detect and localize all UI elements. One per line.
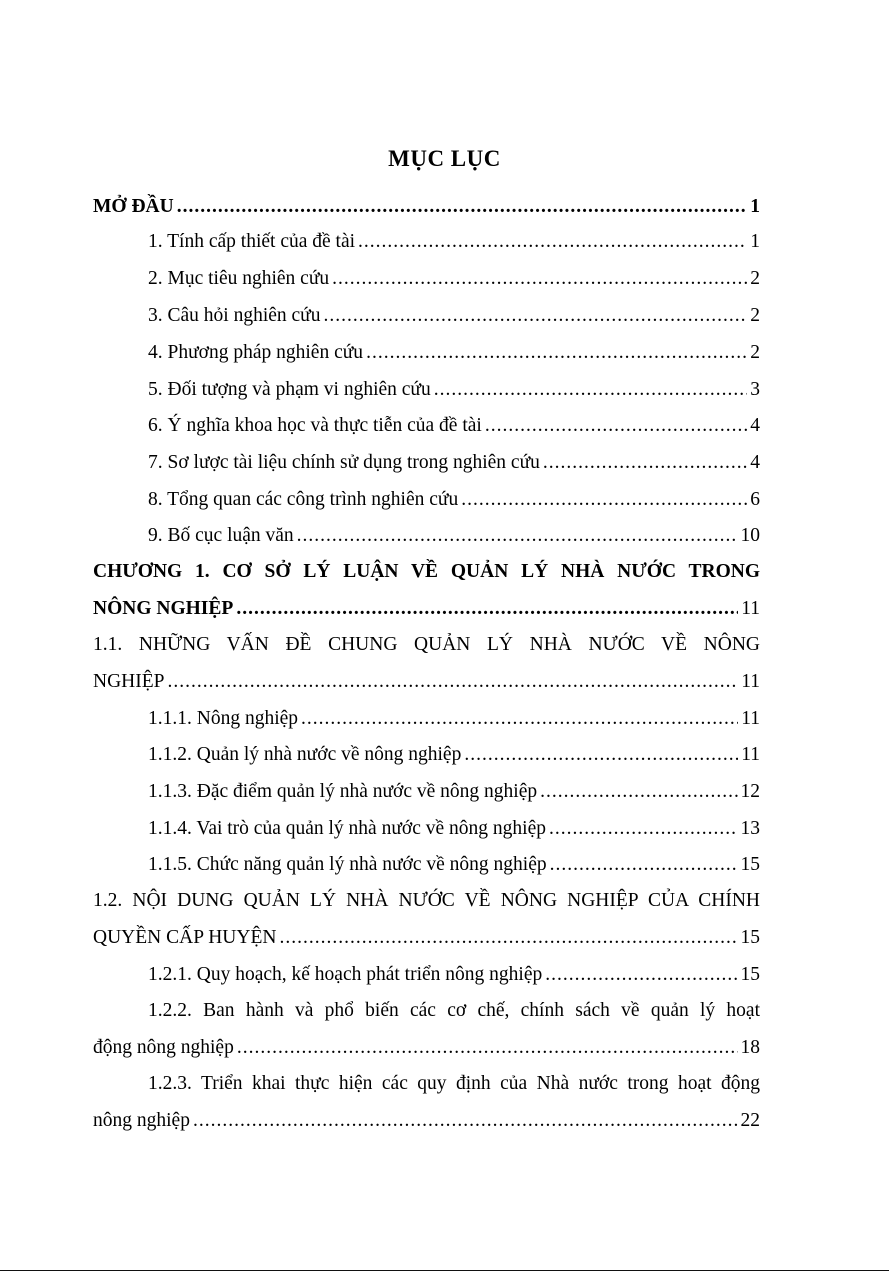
toc-page-number: 15 xyxy=(740,964,760,985)
toc-entry-1[interactable] xyxy=(148,229,760,254)
dot-leader xyxy=(461,487,747,512)
toc-entry-1-1[interactable] xyxy=(93,632,760,694)
dot-leader xyxy=(366,340,747,365)
dot-leader xyxy=(301,706,738,731)
toc-entry-text: 4. Phương pháp nghiên cứu xyxy=(148,342,364,363)
dot-leader xyxy=(485,413,747,438)
toc-page-number: 15 xyxy=(740,927,760,948)
toc-entry-1-2[interactable] xyxy=(93,888,760,950)
toc-entry-text: 1.1.2. Quản lý nhà nước về nông nghiệp xyxy=(148,744,462,765)
toc-entry-text: 1. Tính cấp thiết của đề tài xyxy=(148,231,356,252)
toc-entry-chuong-1[interactable] xyxy=(93,559,760,621)
dot-leader xyxy=(549,816,738,841)
toc-page-number: 4 xyxy=(750,415,760,436)
dot-leader xyxy=(545,962,737,987)
toc-entry-text: 2. Mục tiêu nghiên cứu xyxy=(148,268,330,289)
toc-entry-9[interactable] xyxy=(148,523,760,548)
toc-entry-text: QUYỀN CẤP HUYỆN xyxy=(93,927,277,948)
toc-entry-7[interactable] xyxy=(148,450,760,475)
dot-leader xyxy=(358,229,747,254)
toc-entry-1-2-3[interactable] xyxy=(93,1071,760,1133)
dot-leader xyxy=(237,1035,738,1060)
toc-entry-text: NÔNG NGHIỆP xyxy=(93,598,234,619)
dot-leader xyxy=(550,852,738,877)
toc-entry-heading-line: CHƯƠNG 1. CƠ SỞ LÝ LUẬN VỀ QUẢN LÝ NHÀ NƯỚC TRONG xyxy=(93,561,760,582)
toc-entry-8[interactable] xyxy=(148,487,760,512)
toc-entry-1-1-1[interactable] xyxy=(148,706,760,731)
toc-entry-text: 8. Tổng quan các công trình nghiên cứu xyxy=(148,489,459,510)
toc-page-number: 13 xyxy=(740,818,760,839)
toc-entry-1-2-1[interactable] xyxy=(148,962,760,987)
dot-leader xyxy=(279,925,737,950)
toc-entry-text: 5. Đối tượng và phạm vi nghiên cứu xyxy=(148,379,431,400)
toc-page-number: 11 xyxy=(741,671,760,692)
toc-entry-text: 1.1.4. Vai trò của quản lý nhà nước về nông nghiệp xyxy=(148,818,546,839)
toc-page-number: 1 xyxy=(750,231,760,252)
toc-entry-heading-line: 1.2.3. Triển khai thực hiện các quy định của Nhà nước trong hoạt động xyxy=(148,1073,760,1094)
dot-leader xyxy=(324,303,748,328)
toc-page-number: 15 xyxy=(740,854,760,875)
toc-entry-text: 3. Câu hỏi nghiên cứu xyxy=(148,305,321,326)
toc-entry-heading-line: 1.2.2. Ban hành và phổ biến các cơ chế, chính sách về quản lý hoạt xyxy=(148,1000,760,1021)
toc-page-number: 11 xyxy=(741,598,760,619)
toc-page-number: 10 xyxy=(740,525,760,546)
toc-entry-4[interactable] xyxy=(148,340,760,365)
toc-page-number: 22 xyxy=(740,1110,760,1131)
toc-entry-1-2-2[interactable] xyxy=(93,998,760,1060)
toc-entry-text: 1.1.3. Đặc điểm quản lý nhà nước về nông nghiệp xyxy=(148,781,538,802)
toc-page-number: 2 xyxy=(750,305,760,326)
toc-entry-text: 7. Sơ lược tài liệu chính sử dụng trong nghiên cứu xyxy=(148,452,540,473)
toc-page-number: 11 xyxy=(741,708,760,729)
toc-page-number: 12 xyxy=(740,781,760,802)
toc-title: MỤC LỤC xyxy=(388,146,501,171)
toc-page-number: 6 xyxy=(750,489,760,510)
toc-entry-text: 1.2.1. Quy hoạch, kế hoạch phát triển nông nghiệp xyxy=(148,964,543,985)
toc-page-number: 18 xyxy=(740,1037,760,1058)
dot-leader xyxy=(543,450,747,475)
toc-entry-heading-line: 1.2. NỘI DUNG QUẢN LÝ NHÀ NƯỚC VỀ NÔNG NGHIỆP CỦA CHÍNH xyxy=(93,890,760,911)
dot-leader xyxy=(168,669,739,694)
toc-page-number: 11 xyxy=(741,744,760,765)
toc-entry-heading-line: 1.1. NHỮNG VẤN ĐỀ CHUNG QUẢN LÝ NHÀ NƯỚC VỀ NÔNG xyxy=(93,634,760,655)
toc-entry-text: 1.1.5. Chức năng quản lý nhà nước về nông nghiệp xyxy=(148,854,547,875)
toc-entry-text: động nông nghiệp xyxy=(93,1037,234,1058)
toc-page-number: 2 xyxy=(750,342,760,363)
dot-leader xyxy=(540,779,737,804)
toc-entry-text: 6. Ý nghĩa khoa học và thực tiễn của đề tài xyxy=(148,415,482,436)
toc-page-number: 1 xyxy=(750,196,760,217)
dot-leader xyxy=(332,266,747,291)
toc-entry-text: MỞ ĐẦU xyxy=(93,196,174,217)
dot-leader xyxy=(236,596,738,621)
dot-leader xyxy=(464,742,738,767)
toc-page-number: 4 xyxy=(750,452,760,473)
toc-entry-mo-dau[interactable] xyxy=(93,194,760,219)
toc-page-number: 2 xyxy=(750,268,760,289)
toc-entry-1-1-2[interactable] xyxy=(148,742,760,767)
toc-entry-1-1-4[interactable] xyxy=(148,816,760,841)
toc-entry-3[interactable] xyxy=(148,303,760,328)
dot-leader xyxy=(434,377,748,402)
toc-entry-2[interactable] xyxy=(148,266,760,291)
dot-leader xyxy=(297,523,738,548)
toc-entry-6[interactable] xyxy=(148,413,760,438)
toc-entry-text: 9. Bố cục luận văn xyxy=(148,525,294,546)
dot-leader xyxy=(193,1108,738,1133)
toc-entry-5[interactable] xyxy=(148,377,760,402)
toc-entry-text: NGHIỆP xyxy=(93,671,165,692)
page-bottom-rule xyxy=(0,1270,889,1271)
toc-page-number: 3 xyxy=(750,379,760,400)
toc-entry-1-1-5[interactable] xyxy=(148,852,760,877)
dot-leader xyxy=(177,194,748,219)
toc-entry-text: 1.1.1. Nông nghiệp xyxy=(148,708,299,729)
toc-entry-1-1-3[interactable] xyxy=(148,779,760,804)
toc-entry-text: nông nghiệp xyxy=(93,1110,190,1131)
